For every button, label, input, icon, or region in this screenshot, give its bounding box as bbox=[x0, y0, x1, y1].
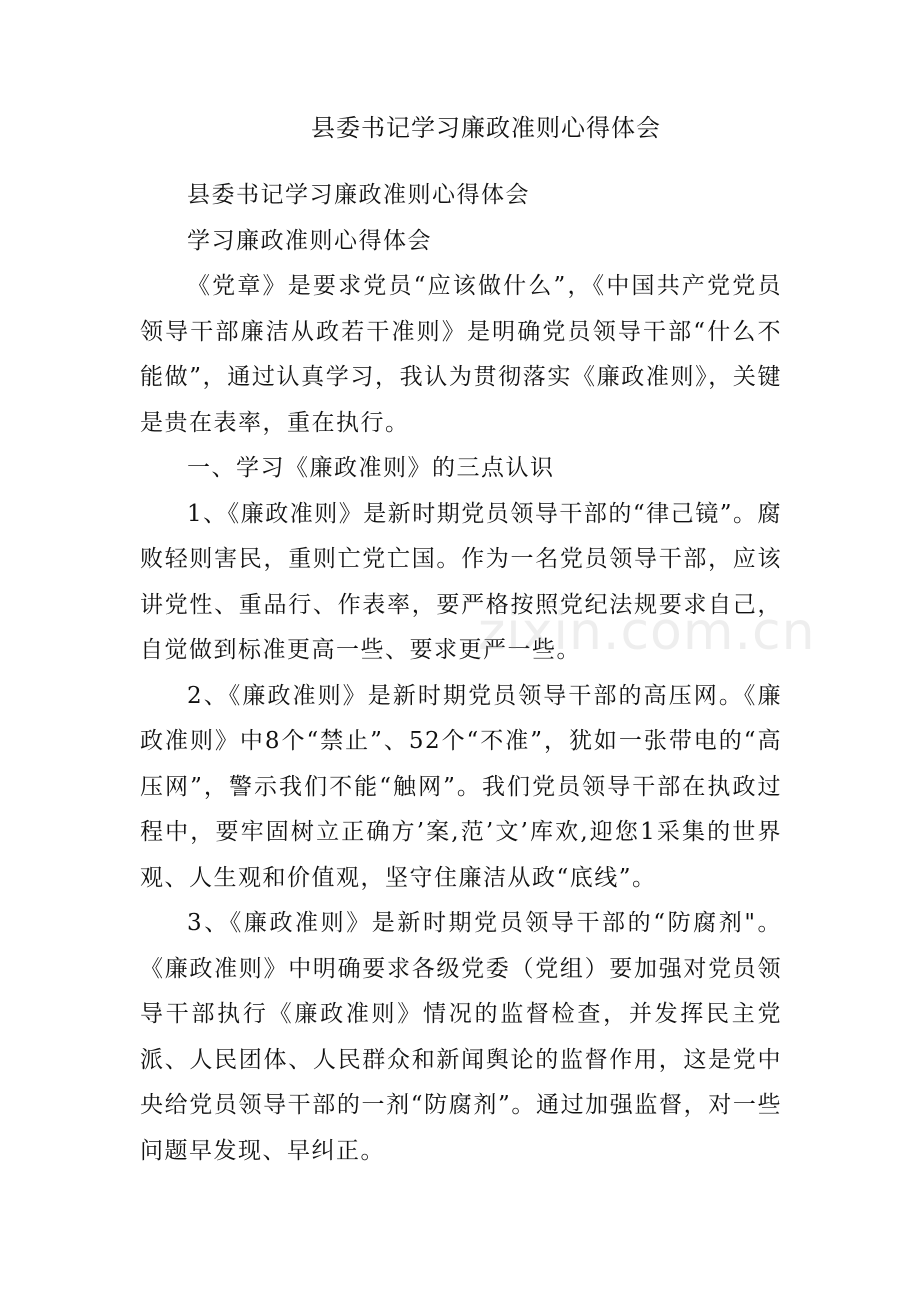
body-paragraph-intro: 《党章》是要求党员“应该做什么”，《中国共产党党员领导干部廉洁从政若干准则》是明确党员领导干部“什么不能做”，通过认真学习，我认为贯彻落实《廉政准则》，关键是贵在表率，重在执行。 bbox=[140, 273, 782, 436]
document-body bbox=[140, 173, 782, 1174]
watermark: zixin.com.cn bbox=[478, 602, 816, 662]
body-paragraph-heading: 学习廉政准则心得体会 bbox=[187, 227, 432, 254]
body-paragraph-point-1: 1、《廉政准则》是新时期党员领导干部的“律己镜”。腐败轻则害民，重则亡党亡国。作为一名党员领导干部，应该讲党性、重品行、作表率，要严格按照党纪法规要求自己，自觉做到标准更高一些、要求更严一些。 bbox=[140, 500, 782, 663]
document-title: 县委书记学习廉政准则心得体会 bbox=[311, 114, 661, 142]
body-paragraph-point-2: 2、《廉政准则》是新时期党员领导干部的高压网。《廉政准则》中8个“禁止”、52个“不准”，犹如一张带电的“高压网”，警示我们不能“触网”。我们党员领导干部在执政过程中，要牢固树立正确方’案,范’文’库欢,迎您1采集的世界观、人生观和价值观，坚守住廉洁从政“底线”。 bbox=[140, 682, 782, 891]
body-paragraph-point-3: 3、《廉政准则》是新时期党员领导干部的“防腐剂"。《廉政准则》中明确要求各级党委（党组）要加强对党员领导干部执行《廉政准则》情况的监督检查，并发挥民主党派、人民团体、人民群众和新闻舆论的监督作用，这是党中央给党员领导干部的一剂“防腐剂”。通过加强监督，对一些问题早发现、早纠正。 bbox=[140, 910, 782, 1164]
body-paragraph-subtitle: 县委书记学习廉政准则心得体会 bbox=[187, 182, 530, 208]
section-heading: 一、学习《廉政准则》的三点认识 bbox=[187, 455, 555, 481]
